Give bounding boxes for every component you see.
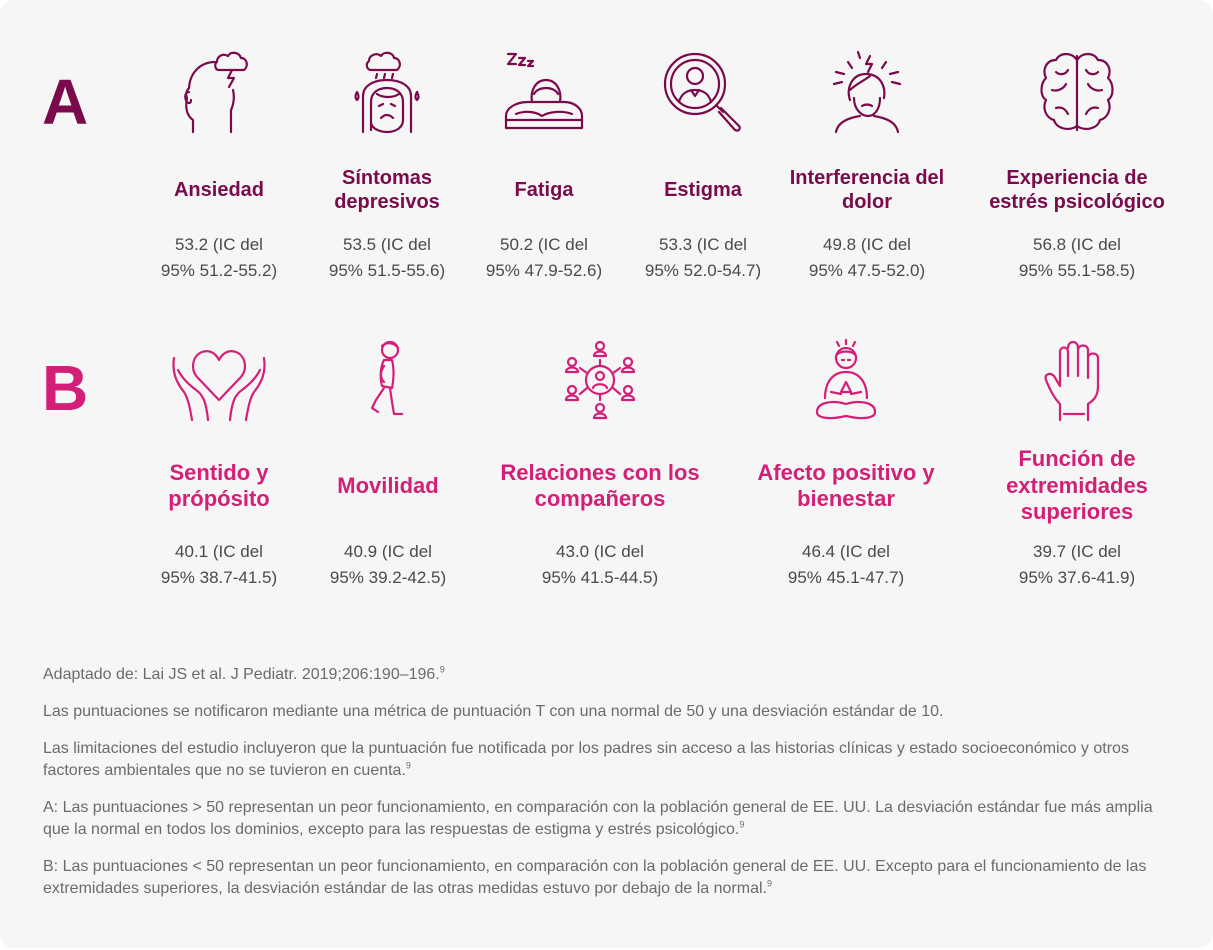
value-line-2: 95% 45.1-47.7) <box>787 568 905 587</box>
value-line-2: 95% 55.1-58.5) <box>1018 261 1136 280</box>
value-line-1: 50.2 (IC del <box>500 235 588 254</box>
hand-icon <box>1044 338 1110 422</box>
domain-label: Relaciones con los compañeros <box>500 459 700 511</box>
value-line-1: 39.7 (IC del <box>1033 542 1121 561</box>
scoring-note <box>43 701 1173 723</box>
value-line-1: 56.8 (IC del <box>1033 235 1121 254</box>
value-line-2: 95% 51.2-55.2) <box>160 261 278 280</box>
domain-value <box>139 539 299 591</box>
domain-mobility <box>310 0 466 600</box>
value-line-1: 43.0 (IC del <box>556 542 644 561</box>
domain-label: Función de extremidades superiores <box>1006 446 1148 525</box>
domain-value <box>977 539 1177 591</box>
value-line-1: 46.4 (IC del <box>802 542 890 561</box>
domain-label: Estigma <box>664 179 742 201</box>
value-line-1: 53.3 (IC del <box>659 235 747 254</box>
value-line-2: 95% 51.5-55.6) <box>328 261 446 280</box>
limitations-text: Las limitaciones del estudio incluyeron que la puntuación fue notificada por los padres sin acceso a las historias clínicas y estado socioeconómico y otros factores ambientales que no se tuvieron en cuenta. <box>43 740 1129 779</box>
source-note <box>43 664 1173 686</box>
domain-upper-extremity <box>977 0 1177 600</box>
value-line-2: 95% 41.5-44.5) <box>541 568 659 587</box>
domain-label: Experiencia de estrés psicológico <box>989 167 1165 213</box>
value-line-1: 53.2 (IC del <box>175 235 263 254</box>
domain-value <box>495 539 705 591</box>
domain-label: Interferencia del dolor <box>789 167 945 213</box>
reference-marker: 9 <box>439 664 445 675</box>
domain-label: Movilidad <box>337 472 439 498</box>
value-line-2: 95% 47.5-52.0) <box>808 261 926 280</box>
meditation-icon <box>811 338 881 422</box>
value-line-1: 53.5 (IC del <box>343 235 431 254</box>
walking-person-icon <box>368 338 408 422</box>
domain-label: Sentido y própósito <box>168 459 270 511</box>
source-text: Adaptado de: Lai JS et al. J Pediatr. 2019;206:190–196. <box>43 666 440 683</box>
section-a-note <box>43 797 1173 841</box>
value-line-1: 49.8 (IC del <box>823 235 911 254</box>
domain-positive-affect <box>746 0 946 600</box>
section-b-note <box>43 856 1173 900</box>
domain-value <box>310 539 466 591</box>
heart-hands-icon <box>170 338 268 422</box>
domain-label: Afecto positivo y bienestar <box>757 459 935 511</box>
reference-marker: 9 <box>766 878 772 889</box>
domain-label: Ansiedad <box>173 179 265 201</box>
value-line-1: 40.1 (IC del <box>175 542 263 561</box>
domain-label: Síntomas depresivos <box>334 167 440 213</box>
value-line-2: 95% 39.2-42.5) <box>329 568 447 587</box>
domain-meaning-purpose <box>139 0 299 600</box>
section-b-letter: B <box>42 352 89 424</box>
domain-value <box>746 539 946 591</box>
domain-label: Fatiga <box>514 179 574 201</box>
peer-network-icon <box>562 338 638 422</box>
domain-peer-relationships <box>495 0 705 600</box>
reference-marker: 9 <box>405 760 411 771</box>
section-a-letter: A <box>42 66 89 138</box>
value-line-2: 95% 37.6-41.9) <box>1018 568 1136 587</box>
footnotes <box>43 664 1173 915</box>
value-line-2: 95% 38.7-41.5) <box>160 568 278 587</box>
limitations-note <box>43 738 1173 782</box>
section-a-note-text: A: Las puntuaciones > 50 representan un peor funcionamiento, en comparación con la población general de EE. UU. La desviación estándar fue más amplia que la normal en todos los dominios, excepto para las respuestas de estigma y estrés psicológico. <box>43 799 1153 838</box>
value-line-2: 95% 52.0-54.7) <box>644 261 762 280</box>
section-b-note-text: B: Las puntuaciones < 50 representan un peor funcionamiento, en comparación con la población general de EE. UU. Excepto para el funcionamiento de las extremidades superiores, la desviación estándar de las otras medidas estuvo por debajo de la normal. <box>43 858 1147 897</box>
scoring-text: Las puntuaciones se notificaron mediante una métrica de puntuación T con una normal de 50 y una desviación estándar de 10. <box>43 703 944 720</box>
value-line-1: 40.9 (IC del <box>344 542 432 561</box>
reference-marker: 9 <box>739 819 745 830</box>
value-line-2: 95% 47.9-52.6) <box>485 261 603 280</box>
